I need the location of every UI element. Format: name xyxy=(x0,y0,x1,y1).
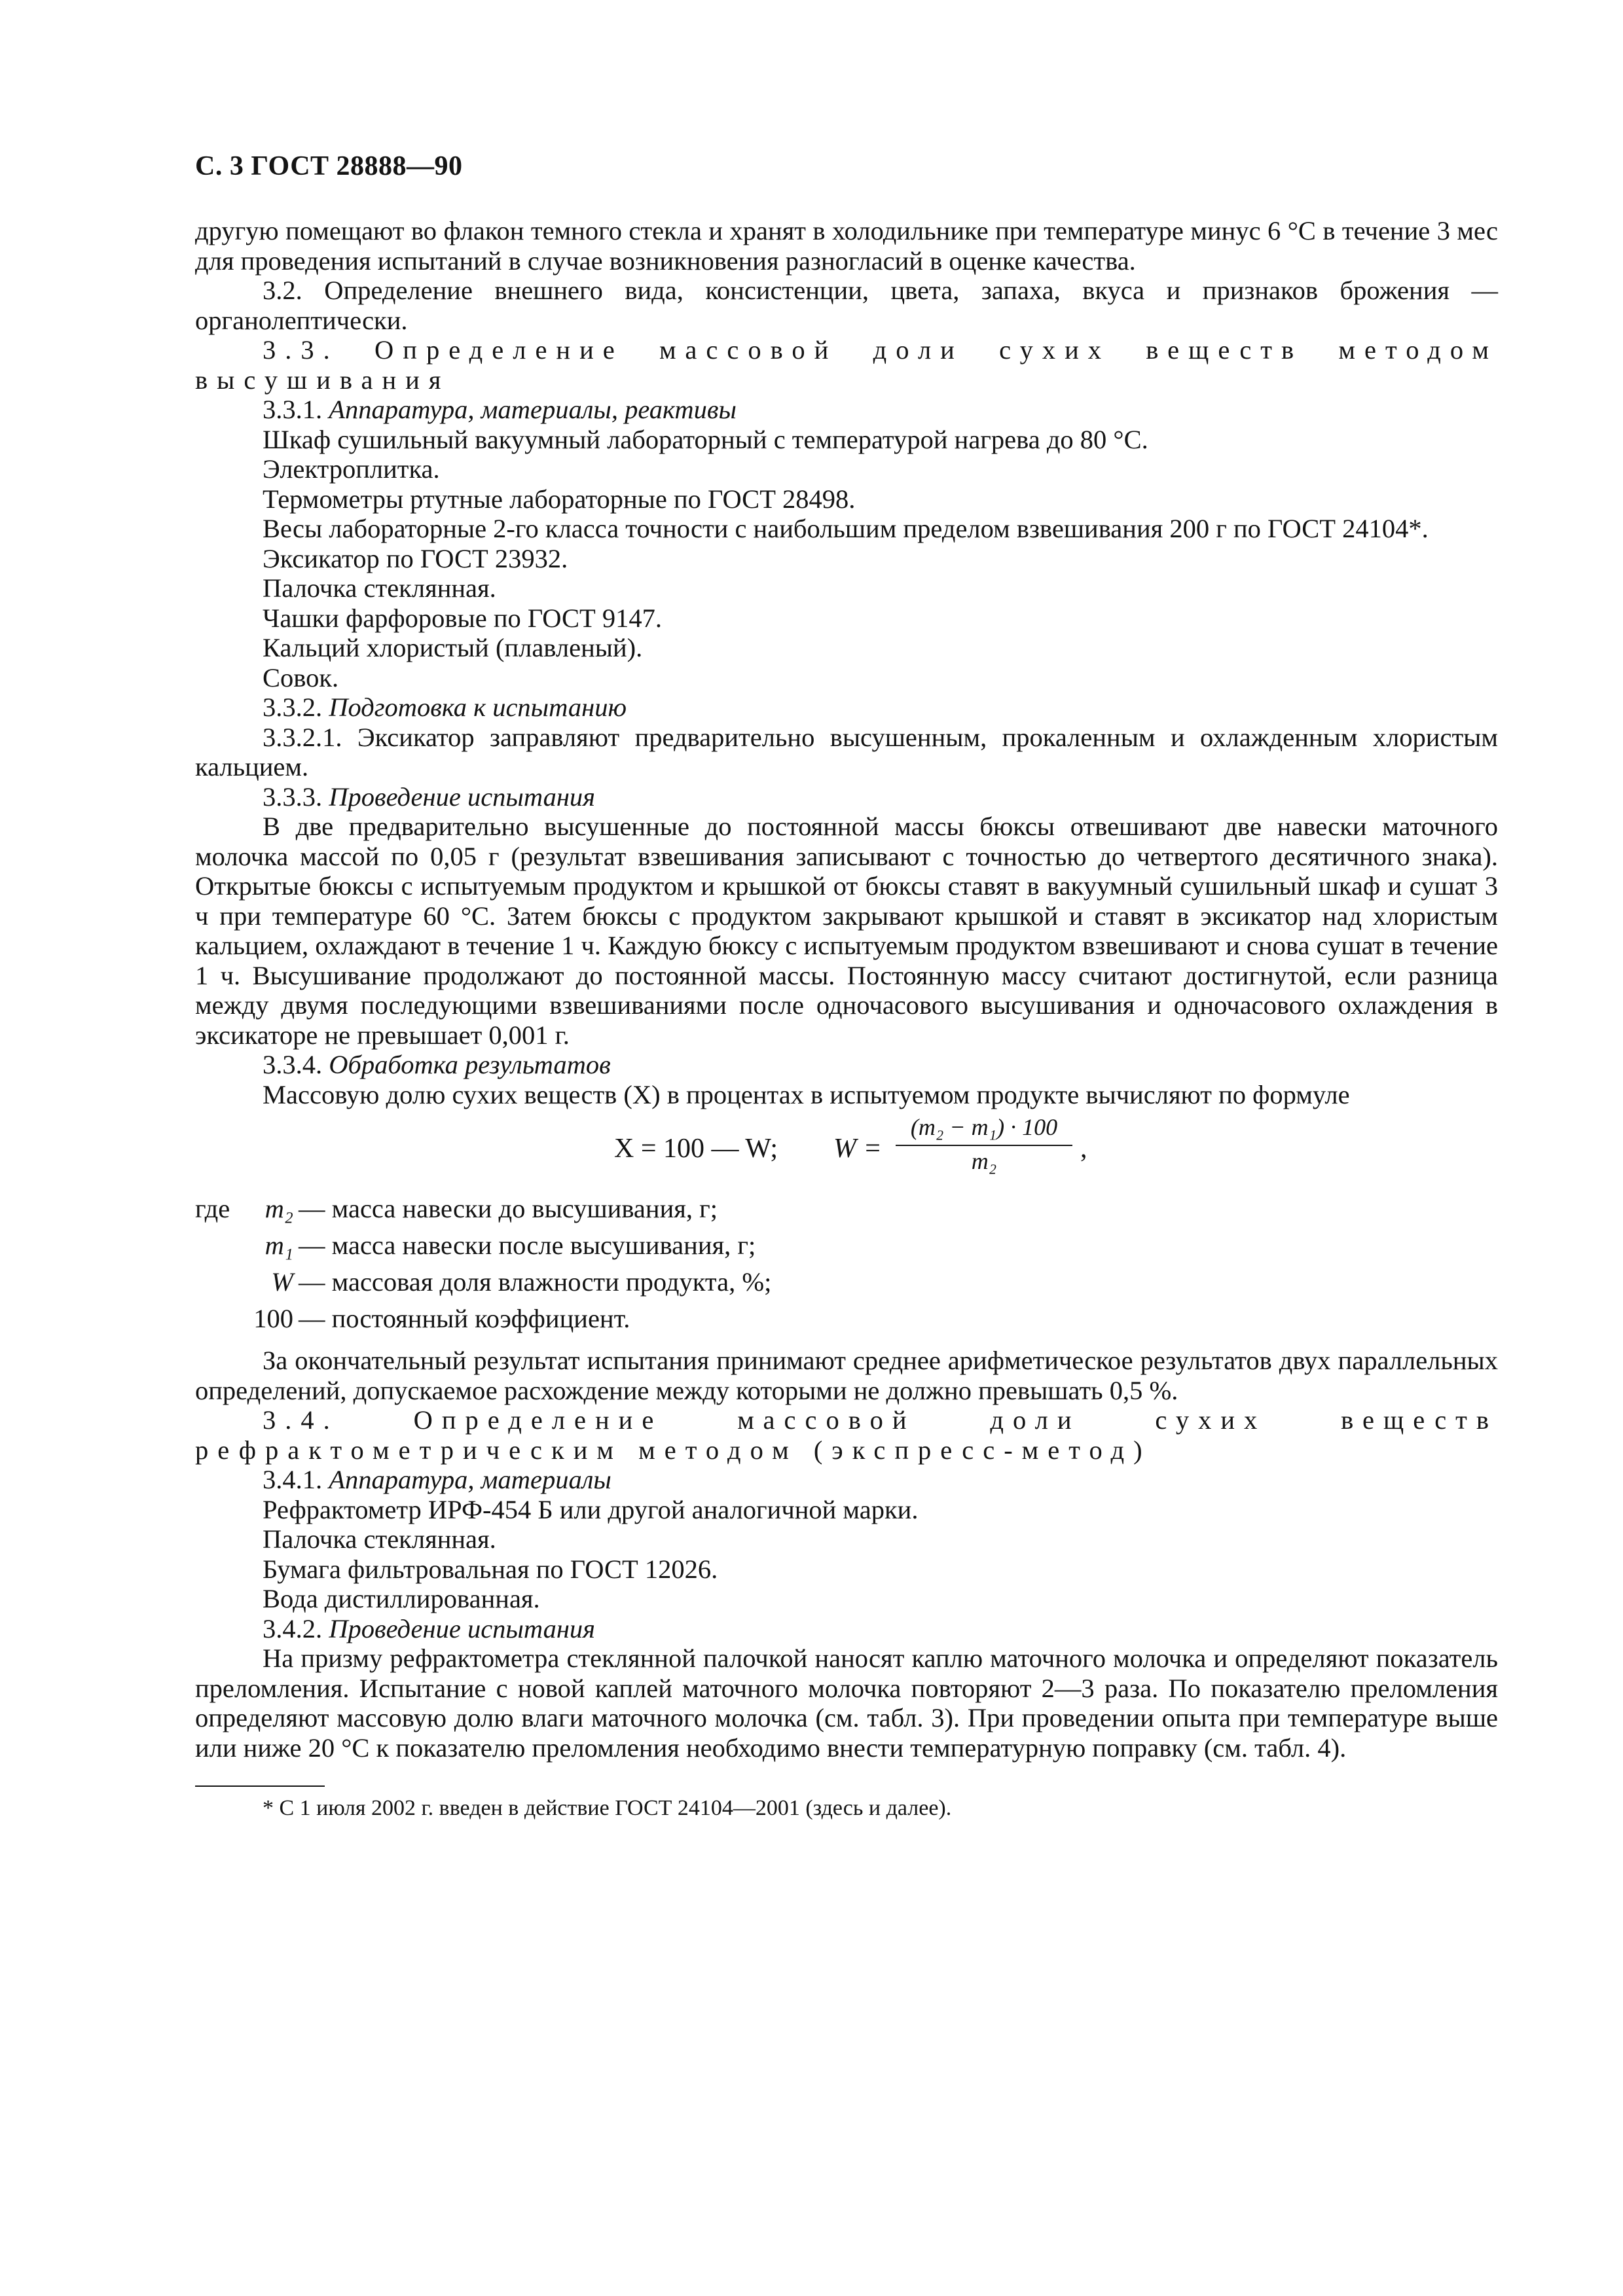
legend-row xyxy=(195,1230,1498,1267)
legend-row xyxy=(195,1267,1498,1304)
paragraph: 3.2. Определение внешнего вида, консистенции, цвета, запаха, вкуса и признаков брожения — органолептически. xyxy=(195,276,1498,335)
subsection-number: 3.3.4. xyxy=(263,1050,323,1079)
subsection-number: 3.3.2. xyxy=(263,692,323,722)
footnote-divider xyxy=(195,1785,325,1787)
subsection-number: 3.3.3. xyxy=(263,781,323,812)
legend-row xyxy=(195,1304,1498,1340)
subsection-number: 3.4.1. xyxy=(263,1465,323,1494)
formula-fraction xyxy=(896,1112,1072,1176)
list-item: Кальций хлористый (плавленый). xyxy=(263,633,643,662)
subsection-title: Аппаратура, материалы, реактивы xyxy=(329,395,737,424)
list-item: Термометры ртутные лабораторные по ГОСТ 28498. xyxy=(263,484,856,514)
page-content xyxy=(195,216,1498,1823)
legend-text: — масса навески до высушивания, г; xyxy=(299,1194,718,1223)
legend-text: — масса навески после высушивания, г; xyxy=(299,1230,756,1260)
legend-text: — массовая доля влажности продукта, %; xyxy=(299,1267,772,1297)
list-item: Чашки фарфоровые по ГОСТ 9147. xyxy=(263,603,663,633)
legend-intro: где xyxy=(195,1194,230,1223)
subsection-number: 3.3.1. xyxy=(263,395,323,424)
paragraph: В две предварительно высушенные до постоянной массы бюксы отвешивают две навески маточного молочка массой по 0,05 г (результат взвешивания записывают с точностью до четвертого десятичного знака). Открытые бюксы с испытуемым продуктом и крышкой от бюксы ставят в вакуумный сушильный шкаф и сушат 3 ч при температуре 60 °С. Затем бюксы с продуктом закрывают крышкой и ставят в эксикатор над хлористым кальцием, охлаждают в течение 1 ч. Каждую бюксу с испытуемым продуктом взвешивают и снова сушат в течение 1 ч. Высушивание продолжают до постоянной массы. Постоянную массу считают достигнутой, если разница между двумя последующими взвешиваниями после одночасового высушивания и одночасового охлаждения в эксикаторе не превышает 0,001 г. xyxy=(195,812,1498,1050)
paragraph: На призму рефрактометра стеклянной палочкой наносят каплю маточного молочка и определяют показатель преломления. Испытание с новой каплей маточного молочка повторяют 2—3 раза. По показателю преломления определяют массовую долю влаги маточного молочка (см. табл. 3). При проведении опыта при температуре выше или ниже 20 °С к показателю преломления необходимо внести температурную поправку (см. табл. 4). xyxy=(195,1643,1498,1763)
formula-numerator: (m₂ − m₁) · 100 xyxy=(896,1112,1072,1146)
section-heading: 3.3. Определение массовой доли сухих веществ методом высушивания xyxy=(195,335,1498,395)
subsection-title: Подготовка к испытанию xyxy=(329,692,627,722)
list-item: Бумага фильтровальная по ГОСТ 12026. xyxy=(263,1554,718,1584)
subsection-title: Проведение испытания xyxy=(329,781,596,812)
legend-symbol: W xyxy=(271,1267,293,1297)
legend-row xyxy=(195,1194,1498,1230)
list-item: Электроплитка. xyxy=(263,454,440,484)
legend-symbol: 100 xyxy=(253,1304,293,1333)
list-item: Совок. xyxy=(263,662,339,692)
subsection-heading xyxy=(195,782,1498,812)
list-item: Шкаф сушильный вакуумный лабораторный с температурой нагрева до 80 °С. xyxy=(263,424,1148,454)
page-header: С. 3 ГОСТ 28888—90 xyxy=(195,151,463,181)
formula-comma: , xyxy=(1080,1134,1087,1164)
subsection-heading xyxy=(195,395,1498,425)
subsection-heading xyxy=(195,1614,1498,1644)
paragraph: 3.3.2.1. Эксикатор заправляют предварительно высушенным, прокаленным и охлажденным хлористым кальцием. xyxy=(195,722,1498,781)
legend-symbol: m₂ xyxy=(264,1194,293,1223)
subsection-heading xyxy=(195,1465,1498,1495)
formula-w-equals: W = xyxy=(833,1134,882,1164)
section-heading: 3.4. Определение массовой доли сухих веществ рефрактометрическим методом (экспресс-метод) xyxy=(195,1405,1498,1465)
subsection-title: Аппаратура, материалы xyxy=(329,1465,611,1494)
formula xyxy=(195,1109,1498,1185)
paragraph: Массовую долю сухих веществ (X) в процентах в испытуемом продукте вычисляют по формуле xyxy=(263,1079,1350,1109)
legend-symbol: m₁ xyxy=(264,1230,293,1260)
list-item: Весы лабораторные 2-го класса точности с наибольшим пределом взвешивания 200 г по ГОСТ 24104*. xyxy=(263,514,1429,543)
list-item: Эксикатор по ГОСТ 23932. xyxy=(263,543,568,573)
paragraph: другую помещают во флакон темного стекла и хранят в холодильнике при температуре минус 6 °С в течение 3 мес для проведения испытаний в случае возникновения разногласий в оценке качества. xyxy=(195,216,1498,276)
list-item: Рефрактометр ИРФ-454 Б или другой аналогичной марки. xyxy=(263,1494,919,1524)
subsection-title: Обработка результатов xyxy=(329,1050,611,1079)
formula-legend xyxy=(195,1194,1498,1340)
subsection-number: 3.4.2. xyxy=(263,1613,323,1643)
paragraph: За окончательный результат испытания принимают среднее арифметическое результатов двух параллельных определений, допускаемое расхождение между которыми не должно превышать 0,5 %. xyxy=(195,1346,1498,1405)
formula-left: X = 100 — W; xyxy=(614,1134,778,1164)
formula-denominator: m₂ xyxy=(971,1148,997,1174)
subsection-heading xyxy=(195,1050,1498,1080)
subsection-title: Проведение испытания xyxy=(329,1613,596,1643)
subsection-heading xyxy=(195,692,1498,723)
footnote: * С 1 июля 2002 г. введен в действие ГОСТ 24104—2001 (здесь и далее). xyxy=(263,1796,952,1820)
list-item: Палочка стеклянная. xyxy=(263,573,496,603)
legend-text: — постоянный коэффициент. xyxy=(299,1304,630,1333)
list-item: Палочка стеклянная. xyxy=(263,1524,496,1554)
list-item: Вода дистиллированная. xyxy=(263,1584,540,1613)
